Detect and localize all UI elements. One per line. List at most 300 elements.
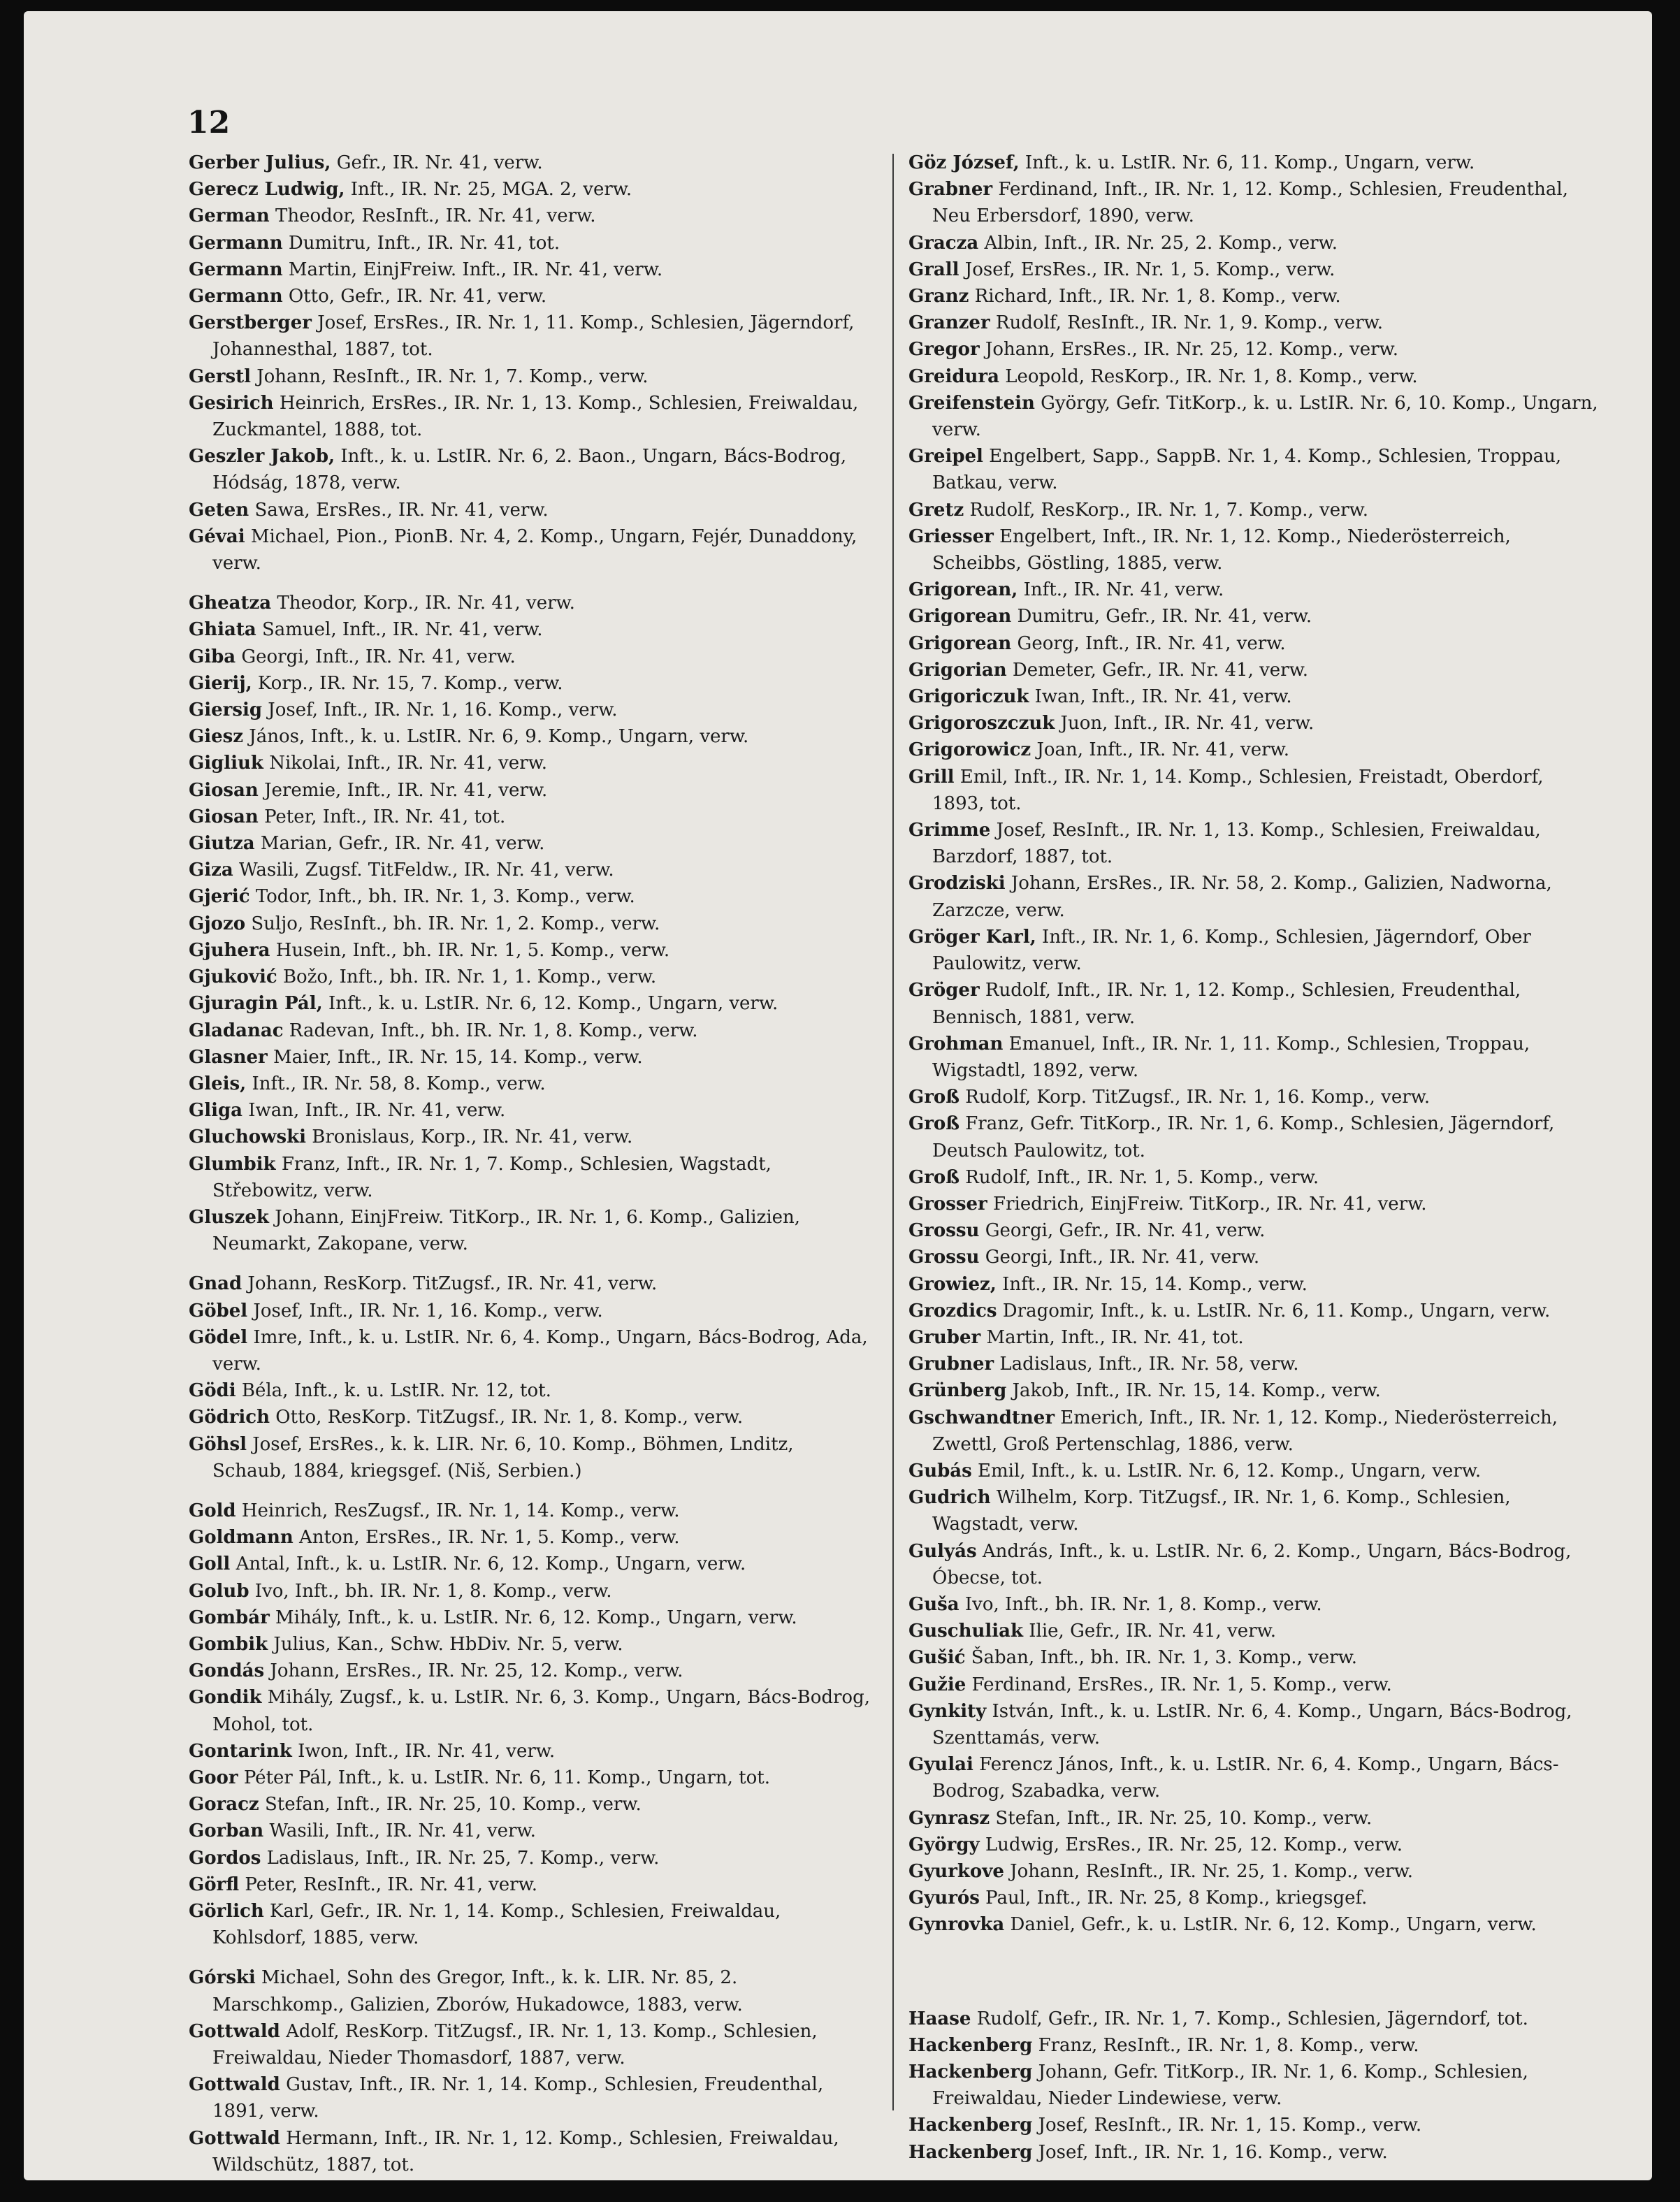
entry-surname: Goor xyxy=(189,1767,238,1788)
list-item xyxy=(908,1858,1599,1885)
list-item xyxy=(908,523,1599,577)
entry-details: Inft., k. u. LstIR. Nr. 6, 12. Komp., Ungarn, verw. xyxy=(322,993,779,1015)
list-item xyxy=(189,390,871,443)
entry-surname: Granzer xyxy=(908,312,990,334)
entry-surname: György xyxy=(908,1834,980,1855)
entry-details: Johann, ErsRes., IR. Nr. 25, 12. Komp., verw. xyxy=(264,1660,683,1682)
entry-details: Theodor, ResInft., IR. Nr. 41, verw. xyxy=(269,205,596,227)
entry-details: Johann, EinjFreiw. TitKorp., IR. Nr. 1, 6. Komp., Galizien, Neumarkt, Zakopane, verw. xyxy=(212,1206,801,1255)
list-item xyxy=(189,1071,871,1097)
entry-surname: Gordos xyxy=(189,1847,261,1869)
entry-surname: Gynrasz xyxy=(908,1807,990,1829)
entry-details: Heinrich, ErsRes., IR. Nr. 1, 13. Komp., Schlesien, Freiwaldau, Zuckmantel, 1888, tot. xyxy=(212,392,859,441)
entry-surname: Gombik xyxy=(189,1633,268,1655)
list-item xyxy=(189,697,871,723)
entry-surname: Göz József, xyxy=(908,152,1020,173)
list-item xyxy=(908,1644,1599,1671)
entry-surname: Gierij, xyxy=(189,672,252,694)
entry-surname: Gödrich xyxy=(189,1407,270,1428)
entry-details: Adolf, ResKorp. TitZugsf., IR. Nr. 1, 13. Komp., Schlesien, Freiwaldau, Nieder Thomasdorf, 1887, verw. xyxy=(212,2020,818,2069)
list-item xyxy=(908,2032,1599,2059)
entry-surname: Gschwandtner xyxy=(908,1407,1055,1428)
entry-details: Hermann, Inft., IR. Nr. 1, 12. Komp., Schlesien, Freiwaldau, Wildschütz, 1887, tot. xyxy=(212,2127,839,2175)
list-item xyxy=(908,1591,1599,1618)
entry-details: Ferdinand, ErsRes., IR. Nr. 1, 5. Komp., verw. xyxy=(966,1674,1392,1695)
entry-surname: Haase xyxy=(908,2008,971,2029)
entry-details: Josef, ErsRes., IR. Nr. 1, 5. Komp., verw. xyxy=(959,259,1335,280)
entry-surname: Gödi xyxy=(189,1380,236,1402)
entry-details: Božo, Inft., bh. IR. Nr. 1, 1. Komp., verw. xyxy=(277,966,657,988)
entry-surname: Glumbik xyxy=(189,1153,276,1175)
list-item xyxy=(189,283,871,310)
entry-details: Georgi, Gefr., IR. Nr. 41, verw. xyxy=(979,1220,1266,1242)
entry-surname: Hackenberg xyxy=(908,2115,1033,2136)
entry-details: Josef, Inft., IR. Nr. 1, 16. Komp., verw. xyxy=(262,700,618,721)
entry-details: Rudolf, ResKorp., IR. Nr. 1, 7. Komp., verw. xyxy=(964,499,1368,521)
list-item xyxy=(908,1672,1599,1698)
entry-details: Georg, Inft., IR. Nr. 41, verw. xyxy=(1011,632,1286,654)
entry-details: Karl, Gefr., IR. Nr. 1, 14. Komp., Schlesien, Freiwaldau, Kohlsdorf, 1885, verw. xyxy=(212,1901,781,1949)
list-item xyxy=(189,1324,871,1377)
list-item xyxy=(908,1244,1599,1270)
entry-surname: Gudrich xyxy=(908,1487,991,1509)
entry-details: Gustav, Inft., IR. Nr. 1, 14. Komp., Schlesien, Freudenthal, 1891, verw. xyxy=(212,2074,824,2122)
list-item xyxy=(189,203,871,229)
entry-details: Julius, Kan., Schw. HbDiv. Nr. 5, verw. xyxy=(268,1633,623,1655)
entry-surname: Grosser xyxy=(908,1193,987,1215)
entry-surname: Giosan xyxy=(189,806,259,827)
entry-surname: Gregor xyxy=(908,339,980,361)
list-item xyxy=(189,1097,871,1124)
entry-details: János, Inft., k. u. LstIR. Nr. 6, 9. Komp., Ungarn, verw. xyxy=(243,726,749,748)
list-item xyxy=(908,150,1599,176)
entry-surname: Giesz xyxy=(189,726,244,748)
entry-surname: Grigorean, xyxy=(908,579,1018,601)
list-item xyxy=(189,363,871,390)
entry-details: György, Gefr. TitKorp., k. u. LstIR. Nr. 6, 10. Komp., Ungarn, verw. xyxy=(932,392,1598,441)
entry-details: Rudolf, ResInft., IR. Nr. 1, 9. Komp., verw. xyxy=(990,312,1384,334)
entry-surname: Greipel xyxy=(908,446,983,468)
entry-surname: Guschuliak xyxy=(908,1621,1023,1642)
entry-details: Franz, Inft., IR. Nr. 1, 7. Komp., Schlesien, Wagstadt, Střebowitz, verw. xyxy=(212,1153,772,1201)
list-item xyxy=(189,1204,871,1257)
column-divider xyxy=(892,154,894,2110)
entry-details: Jakob, Inft., IR. Nr. 15, 14. Komp., verw. xyxy=(1006,1380,1381,1402)
entry-surname: Geten xyxy=(189,499,249,521)
entry-details: Husein, Inft., bh. IR. Nr. 1, 5. Komp., verw. xyxy=(270,939,670,961)
list-item xyxy=(189,176,871,203)
list-item xyxy=(189,1377,871,1404)
list-item xyxy=(908,710,1599,737)
entry-surname: Grigorowicz xyxy=(908,739,1031,761)
entry-surname: Gynkity xyxy=(908,1700,987,1722)
entry-surname: Gerstl xyxy=(189,365,251,387)
entry-surname: Giutza xyxy=(189,833,255,855)
list-item xyxy=(908,1458,1599,1484)
entry-details: Engelbert, Sapp., SappB. Nr. 1, 4. Komp., Schlesien, Troppau, Batkau, verw. xyxy=(932,446,1562,494)
entry-details: Marian, Gefr., IR. Nr. 41, verw. xyxy=(254,833,545,855)
entry-details: Stefan, Inft., IR. Nr. 25, 10. Komp., verw. xyxy=(259,1794,642,1816)
entry-surname: Gnad xyxy=(189,1273,242,1295)
entry-surname: Gjerić xyxy=(189,886,250,908)
entry-details: Franz, Gefr. TitKorp., IR. Nr. 1, 6. Komp., Schlesien, Jägerndorf, Deutsch Paulowitz, tot. xyxy=(932,1113,1555,1161)
entry-details: Korp., IR. Nr. 15, 7. Komp., verw. xyxy=(252,672,563,694)
entry-surname: Grossu xyxy=(908,1220,980,1242)
list-item xyxy=(189,590,871,616)
entry-surname: Germann xyxy=(189,286,283,307)
list-item xyxy=(908,1298,1599,1324)
entry-surname: Gracza xyxy=(908,232,979,254)
entry-details: András, Inft., k. u. LstIR. Nr. 6, 2. Komp., Ungarn, Bács-Bodrog, Óbecse, tot. xyxy=(932,1540,1572,1588)
list-item xyxy=(189,1551,871,1577)
list-item xyxy=(908,630,1599,657)
entry-details: Ferencz János, Inft., k. u. LstIR. Nr. 6, 4. Komp., Ungarn, Bács-Bodrog, Szabadka, verw. xyxy=(932,1754,1559,1802)
entry-details: Jeremie, Inft., IR. Nr. 41, verw. xyxy=(258,779,548,801)
entry-surname: Gödel xyxy=(189,1326,248,1348)
list-item xyxy=(189,1631,871,1658)
entry-surname: Gjuković xyxy=(189,966,277,988)
list-item xyxy=(189,1124,871,1150)
entry-details: Rudolf, Inft., IR. Nr. 1, 5. Komp., verw. xyxy=(960,1166,1319,1188)
entry-surname: Gretz xyxy=(908,499,964,521)
entry-surname: Gyurós xyxy=(908,1888,980,1909)
entry-surname: Gruber xyxy=(908,1326,981,1348)
entry-details: Anton, ErsRes., IR. Nr. 1, 5. Komp., verw. xyxy=(293,1527,680,1549)
list-item xyxy=(189,1151,871,1204)
entry-details: Emanuel, Inft., IR. Nr. 1, 11. Komp., Schlesien, Troppau, Wigstadtl, 1892, verw. xyxy=(932,1033,1530,1081)
entry-details: Franz, ResInft., IR. Nr. 1, 8. Komp., verw. xyxy=(1032,2034,1419,2056)
entry-details: Rudolf, Gefr., IR. Nr. 1, 7. Komp., Schlesien, Jägerndorf, tot. xyxy=(971,2008,1528,2029)
list-item xyxy=(908,764,1599,817)
list-item xyxy=(908,1484,1599,1537)
entry-details: Johann, ResInft., IR. Nr. 1, 7. Komp., verw. xyxy=(250,365,649,387)
entry-details: Theodor, Korp., IR. Nr. 41, verw. xyxy=(271,593,575,614)
list-item xyxy=(908,176,1599,229)
entry-details: Johann, ResInft., IR. Nr. 25, 1. Komp., verw. xyxy=(1004,1861,1414,1882)
entry-details: Juon, Inft., IR. Nr. 41, verw. xyxy=(1055,713,1315,734)
entry-surname: Grubner xyxy=(908,1354,994,1375)
list-item xyxy=(189,990,871,1017)
list-item xyxy=(189,1964,871,2018)
list-item xyxy=(908,737,1599,763)
entry-surname: Greidura xyxy=(908,365,999,387)
entry-details: Richard, Inft., IR. Nr. 1, 8. Komp., verw. xyxy=(969,286,1341,307)
entry-surname: Germann xyxy=(189,232,283,254)
list-item xyxy=(908,2112,1599,2138)
list-item xyxy=(908,1324,1599,1351)
list-item xyxy=(189,256,871,283)
entry-details: Ladislaus, Inft., IR. Nr. 58, verw. xyxy=(994,1354,1299,1375)
list-item xyxy=(189,644,871,670)
entry-details: Emil, Inft., k. u. LstIR. Nr. 6, 12. Komp., Ungarn, verw. xyxy=(971,1460,1482,1482)
entry-details: Johann, ErsRes., IR. Nr. 25, 12. Komp., verw. xyxy=(979,339,1398,361)
list-item xyxy=(908,870,1599,923)
list-item xyxy=(908,336,1599,363)
entry-surname: Hackenberg xyxy=(908,2141,1033,2163)
entry-surname: Glasner xyxy=(189,1046,268,1068)
list-item xyxy=(189,857,871,883)
entry-details: Engelbert, Inft., IR. Nr. 1, 12. Komp., Niederösterreich, Scheibbs, Göstling, 1885, verw. xyxy=(932,526,1511,574)
list-item xyxy=(908,2139,1599,2166)
list-item xyxy=(908,657,1599,683)
entry-details: Emerich, Inft., IR. Nr. 1, 12. Komp., Niederösterreich, Zwettl, Groß Pertenschlag, 1886, verw. xyxy=(932,1407,1558,1455)
entry-surname: Goldmann xyxy=(189,1527,294,1549)
entry-surname: Griesser xyxy=(908,526,994,547)
list-item xyxy=(189,1017,871,1044)
list-item xyxy=(908,2059,1599,2112)
entry-details: Inft., IR. Nr. 25, MGA. 2, verw. xyxy=(345,179,632,201)
entry-details: Mihály, Zugsf., k. u. LstIR. Nr. 6, 3. Komp., Ungarn, Bács-Bodrog, Mohol, tot. xyxy=(212,1687,870,1735)
list-item xyxy=(189,1578,871,1605)
entry-details: Stefan, Inft., IR. Nr. 25, 10. Komp., verw. xyxy=(990,1807,1373,1829)
entry-surname: Giersig xyxy=(189,700,263,721)
entry-details: Albin, Inft., IR. Nr. 25, 2. Komp., verw. xyxy=(978,232,1338,254)
entry-details: Péter Pál, Inft., k. u. LstIR. Nr. 6, 11. Komp., Ungarn, tot. xyxy=(238,1767,770,1788)
entry-surname: Groß xyxy=(908,1166,960,1188)
list-item xyxy=(908,683,1599,710)
entry-details: Radevan, Inft., bh. IR. Nr. 1, 8. Komp., verw. xyxy=(283,1020,698,1041)
list-item xyxy=(908,1271,1599,1298)
entry-details: Maier, Inft., IR. Nr. 15, 14. Komp., verw. xyxy=(267,1046,643,1068)
list-item xyxy=(189,937,871,964)
list-item xyxy=(189,1404,871,1430)
entry-surname: Grigoroszczuk xyxy=(908,713,1055,734)
entry-details: Iwan, Inft., IR. Nr. 41, verw. xyxy=(242,1100,506,1122)
entry-surname: Gröger Karl, xyxy=(908,926,1036,948)
list-item xyxy=(189,804,871,830)
entry-details: Iwon, Inft., IR. Nr. 41, verw. xyxy=(291,1740,556,1762)
entry-details: Inft., IR. Nr. 15, 14. Komp., verw. xyxy=(996,1273,1308,1295)
list-item xyxy=(189,2018,871,2071)
list-item xyxy=(189,1298,871,1324)
entry-surname: Grigorian xyxy=(908,659,1007,681)
entry-surname: Gondás xyxy=(189,1660,265,1682)
entry-surname: Gluchowski xyxy=(189,1127,306,1148)
left-column xyxy=(189,150,871,2178)
entry-surname: Gorban xyxy=(189,1820,264,1842)
entry-details: Daniel, Gefr., k. u. LstIR. Nr. 6, 12. Komp., Ungarn, verw. xyxy=(1004,1914,1537,1936)
entry-details: Ludwig, ErsRes., IR. Nr. 25, 12. Komp., verw. xyxy=(979,1834,1403,1855)
list-item xyxy=(189,1044,871,1071)
list-item xyxy=(908,1031,1599,1084)
right-column xyxy=(908,150,1599,2166)
entry-surname: Groß xyxy=(908,1113,960,1135)
entry-details: Georgi, Inft., IR. Nr. 41, verw. xyxy=(979,1247,1260,1268)
entry-details: Bronislaus, Korp., IR. Nr. 41, verw. xyxy=(305,1127,633,1148)
entry-surname: Gjozo xyxy=(189,913,246,934)
entry-surname: Grabner xyxy=(908,179,993,201)
entry-surname: Grill xyxy=(908,766,955,788)
entry-details: Dumitru, Inft., IR. Nr. 41, tot. xyxy=(282,232,560,254)
list-item xyxy=(908,363,1599,390)
entry-surname: Gušić xyxy=(908,1647,966,1669)
entry-details: Dumitru, Gefr., IR. Nr. 41, verw. xyxy=(1011,606,1312,628)
entry-details: Johann, Gefr. TitKorp., IR. Nr. 1, 6. Komp., Schlesien, Freiwaldau, Nieder Lindewiese, verw. xyxy=(932,2062,1528,2110)
entry-details: Demeter, Gefr., IR. Nr. 41, verw. xyxy=(1006,659,1309,681)
entry-details: Sawa, ErsRes., IR. Nr. 41, verw. xyxy=(249,499,549,521)
entry-details: Ilie, Gefr., IR. Nr. 41, verw. xyxy=(1023,1621,1277,1642)
list-item xyxy=(908,1164,1599,1191)
entry-details: Iwan, Inft., IR. Nr. 41, verw. xyxy=(1029,686,1292,708)
list-item xyxy=(189,497,871,523)
entry-surname: Gubás xyxy=(908,1460,972,1482)
list-item xyxy=(189,523,871,577)
entry-details: Inft., IR. Nr. 58, 8. Komp., verw. xyxy=(246,1073,546,1094)
entry-surname: Gold xyxy=(189,1500,236,1521)
list-item xyxy=(189,723,871,750)
entry-details: Josef, ErsRes., k. k. LIR. Nr. 6, 10. Komp., Böhmen, Lnditz, Schaub, 1884, kriegsgef. (Niš, Serbien.) xyxy=(212,1433,794,1482)
list-item xyxy=(189,1658,871,1684)
list-item xyxy=(189,1738,871,1765)
entry-surname: Grohman xyxy=(908,1033,1004,1055)
entry-surname: Hackenberg xyxy=(908,2062,1033,2083)
entry-surname: Grigorean xyxy=(908,606,1012,628)
entry-surname: Gyulai xyxy=(908,1754,973,1776)
entry-details: Josef, Inft., IR. Nr. 1, 16. Komp., verw. xyxy=(247,1300,603,1321)
list-item xyxy=(908,1805,1599,1832)
entry-details: Suljo, ResInft., bh. IR. Nr. 1, 2. Komp., verw. xyxy=(245,913,660,934)
entry-details: Inft., IR. Nr. 1, 6. Komp., Schlesien, Jägerndorf, Ober Paulowitz, verw. xyxy=(932,926,1531,975)
entry-surname: Gjuragin Pál, xyxy=(189,993,323,1015)
entry-surname: Growiez, xyxy=(908,1273,997,1295)
entry-surname: Gigliuk xyxy=(189,753,263,774)
page-number: 12 xyxy=(187,105,231,140)
list-item xyxy=(189,310,871,363)
list-item xyxy=(189,1791,871,1818)
entry-details: Šaban, Inft., bh. IR. Nr. 1, 3. Komp., verw. xyxy=(965,1647,1358,1669)
entry-details: Wasili, Inft., IR. Nr. 41, verw. xyxy=(263,1820,536,1842)
entry-details: Rudolf, Inft., IR. Nr. 1, 12. Komp., Schlesien, Freudenthal, Bennisch, 1881, verw. xyxy=(932,980,1521,1028)
list-item xyxy=(908,310,1599,336)
entry-surname: Grimme xyxy=(908,820,991,841)
entry-details: Peter, Inft., IR. Nr. 41, tot. xyxy=(258,806,506,827)
entry-details: Martin, Inft., IR. Nr. 41, tot. xyxy=(980,1326,1244,1348)
entry-details: Dragomir, Inft., k. u. LstIR. Nr. 6, 11. Komp., Ungarn, verw. xyxy=(997,1300,1551,1321)
entry-details: Mihály, Inft., k. u. LstIR. Nr. 6, 12. Komp., Ungarn, verw. xyxy=(269,1607,797,1628)
entry-details: Peter, ResInft., IR. Nr. 41, verw. xyxy=(239,1874,538,1895)
list-item xyxy=(908,390,1599,443)
entry-details: István, Inft., k. u. LstIR. Nr. 6, 4. Komp., Ungarn, Bács-Bodrog, Szenttamás, verw. xyxy=(932,1700,1572,1748)
list-item xyxy=(908,1885,1599,1911)
entry-surname: Grossu xyxy=(908,1247,980,1268)
entry-surname: Gleis, xyxy=(189,1073,247,1094)
entry-details: Ladislaus, Inft., IR. Nr. 25, 7. Komp., verw. xyxy=(261,1847,660,1869)
entry-details: Imre, Inft., k. u. LstIR. Nr. 6, 4. Komp., Ungarn, Bács-Bodrog, Ada, verw. xyxy=(212,1326,868,1375)
list-item xyxy=(908,256,1599,283)
entry-surname: Gontarink xyxy=(189,1740,292,1762)
list-item xyxy=(189,1431,871,1484)
entry-surname: Görlich xyxy=(189,1901,264,1922)
list-item xyxy=(189,2125,871,2178)
list-item xyxy=(908,577,1599,603)
entry-surname: Gynrovka xyxy=(908,1914,1005,1936)
entry-surname: Gyurkove xyxy=(908,1861,1004,1882)
entry-details: Ferdinand, Inft., IR. Nr. 1, 12. Komp., Schlesien, Freudenthal, Neu Erbersdorf, 1890, verw. xyxy=(932,179,1568,227)
entry-surname: Gerstberger xyxy=(189,312,312,334)
list-item xyxy=(908,1751,1599,1804)
list-item xyxy=(908,1377,1599,1404)
list-item xyxy=(189,1498,871,1524)
entry-surname: Göbel xyxy=(189,1300,248,1321)
list-item xyxy=(189,1765,871,1791)
entry-details: Otto, ResKorp. TitZugsf., IR. Nr. 1, 8. Komp., verw. xyxy=(270,1407,744,1428)
list-item xyxy=(189,616,871,643)
entry-details: Inft., k. u. LstIR. Nr. 6, 11. Komp., Ungarn, verw. xyxy=(1019,152,1475,173)
entry-details: Wasili, Zugsf. TitFeldw., IR. Nr. 41, verw. xyxy=(233,860,614,881)
entry-surname: Giza xyxy=(189,860,233,881)
list-item xyxy=(189,911,871,937)
entry-surname: Gužie xyxy=(908,1674,966,1695)
entry-surname: Greifenstein xyxy=(908,392,1035,414)
list-item xyxy=(908,1538,1599,1591)
list-item xyxy=(189,443,871,496)
list-item xyxy=(908,1832,1599,1858)
list-item xyxy=(908,1084,1599,1110)
list-item xyxy=(908,1698,1599,1751)
list-item xyxy=(189,1898,871,1951)
entry-details: Johann, ErsRes., IR. Nr. 58, 2. Komp., Galizien, Nadworna, Zarzcze, verw. xyxy=(932,873,1552,921)
entry-surname: Gombár xyxy=(189,1607,270,1628)
list-item xyxy=(908,817,1599,870)
list-item xyxy=(189,2071,871,2124)
list-item xyxy=(189,230,871,256)
entry-details: Michael, Sohn des Gregor, Inft., k. k. LIR. Nr. 85, 2. Marschkomp., Galizien, Zborów, Hukadowce, 1883, verw. xyxy=(212,1967,743,2015)
list-item xyxy=(189,883,871,910)
entry-surname: Górski xyxy=(189,1967,256,1989)
entry-details: Inft., k. u. LstIR. Nr. 6, 2. Baon., Ungarn, Bács-Bodrog, Hódság, 1878, verw. xyxy=(212,446,847,494)
entry-details: Otto, Gefr., IR. Nr. 41, verw. xyxy=(282,286,547,307)
entry-surname: Gröger xyxy=(908,980,980,1001)
entry-details: Wilhelm, Korp. TitZugsf., IR. Nr. 1, 6. Komp., Schlesien, Wagstadt, verw. xyxy=(932,1487,1511,1535)
list-item xyxy=(908,283,1599,310)
entry-surname: Grigoriczuk xyxy=(908,686,1029,708)
list-item xyxy=(908,924,1599,977)
list-item xyxy=(908,1911,1599,1938)
entry-details: Georgi, Inft., IR. Nr. 41, verw. xyxy=(236,646,516,667)
entry-surname: Gluszek xyxy=(189,1206,269,1228)
list-item xyxy=(908,1110,1599,1164)
entry-details: Josef, ErsRes., IR. Nr. 1, 11. Komp., Schlesien, Jägerndorf, Johannesthal, 1887, tot. xyxy=(212,312,855,361)
entry-details: Joan, Inft., IR. Nr. 41, verw. xyxy=(1031,739,1289,761)
entry-details: Inft., IR. Nr. 41, verw. xyxy=(1018,579,1224,601)
list-item xyxy=(189,1871,871,1898)
list-item xyxy=(189,1845,871,1871)
entry-surname: Grozdics xyxy=(908,1300,997,1321)
entry-surname: Gladanac xyxy=(189,1020,284,1041)
entry-details: Antal, Inft., k. u. LstIR. Nr. 6, 12. Komp., Ungarn, verw. xyxy=(230,1553,746,1575)
entry-surname: Groß xyxy=(908,1087,960,1108)
entry-surname: Giosan xyxy=(189,779,259,801)
entry-details: Béla, Inft., k. u. LstIR. Nr. 12, tot. xyxy=(236,1380,551,1402)
entry-surname: Guša xyxy=(908,1593,960,1615)
list-item xyxy=(908,497,1599,523)
list-item xyxy=(189,830,871,857)
list-item xyxy=(189,150,871,176)
entry-surname: Gerecz Ludwig, xyxy=(189,179,345,201)
entry-details: Emil, Inft., IR. Nr. 1, 14. Komp., Schlesien, Freistadt, Oberdorf, 1893, tot. xyxy=(932,766,1544,814)
entry-surname: Ghiata xyxy=(189,619,256,641)
entry-surname: Gliga xyxy=(189,1100,242,1122)
entry-surname: Gulyás xyxy=(908,1540,977,1562)
entry-surname: Görfl xyxy=(189,1874,240,1895)
list-item xyxy=(908,1217,1599,1244)
list-item xyxy=(189,964,871,990)
list-item xyxy=(908,443,1599,496)
list-item xyxy=(189,750,871,776)
entry-surname: Grigorean xyxy=(908,632,1012,654)
entry-details: Josef, ResInft., IR. Nr. 1, 13. Komp., Schlesien, Freiwaldau, Barzdorf, 1887, tot. xyxy=(932,820,1541,868)
entry-details: Friedrich, EinjFreiw. TitKorp., IR. Nr. 41, verw. xyxy=(987,1193,1427,1215)
